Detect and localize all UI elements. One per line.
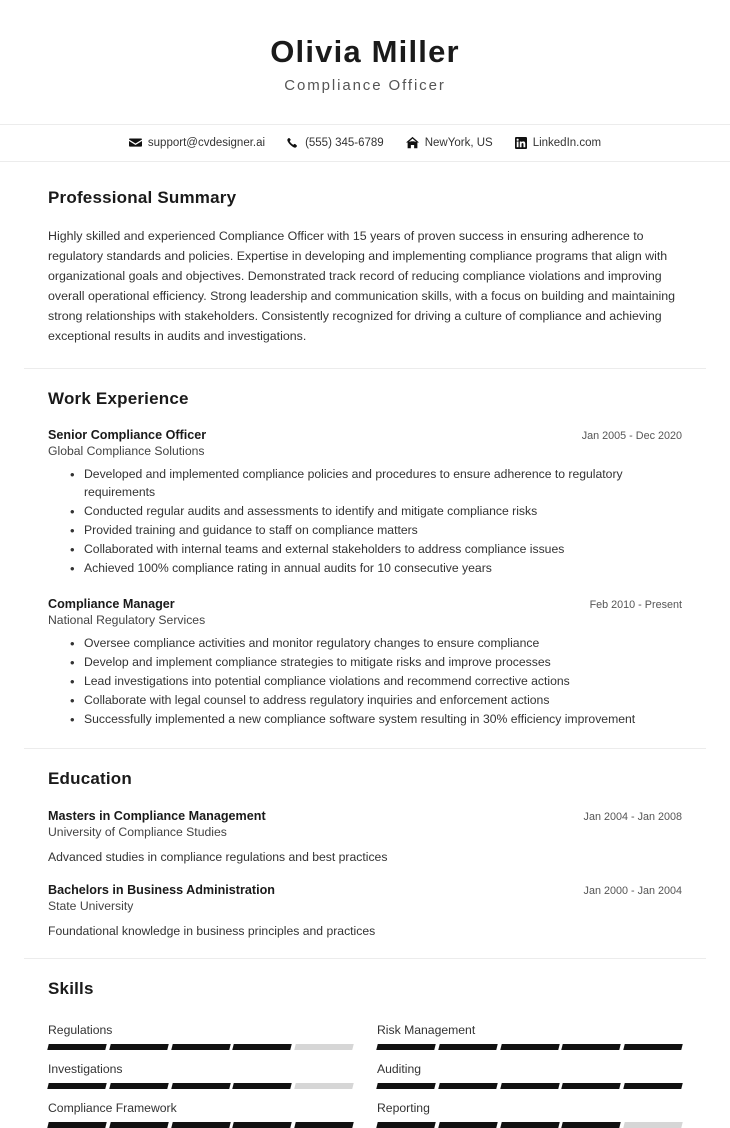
job-date: Jan 2005 - Dec 2020 xyxy=(581,430,682,443)
contact-bar xyxy=(0,124,730,162)
skills-title: Skills xyxy=(48,979,94,999)
skill-item xyxy=(48,1089,353,1128)
contact-linkedin[interactable] xyxy=(515,137,601,149)
skill-rating-segment xyxy=(233,1083,292,1089)
contact-email-text: support@cvdesigner.ai xyxy=(147,136,266,149)
skill-label: Auditing xyxy=(377,1062,422,1077)
section-skills xyxy=(0,959,730,1128)
skill-rating-segment xyxy=(623,1044,682,1050)
school-name: State University xyxy=(48,898,134,913)
job-title: Compliance Manager xyxy=(48,596,175,611)
skill-rating-segment xyxy=(623,1083,682,1089)
job-organization: Global Compliance Solutions xyxy=(48,444,205,459)
list-item: • Collaborated with internal teams and external stakeholders to address compliance issues xyxy=(70,541,682,559)
skill-item xyxy=(48,1011,353,1050)
list-item: • Achieved 100% compliance rating in annual audits for 10 consecutive years xyxy=(70,560,682,578)
skill-rating-bar xyxy=(377,1044,682,1050)
skill-item xyxy=(377,1011,682,1050)
job-organization: National Regulatory Services xyxy=(48,612,206,627)
skill-rating-segment xyxy=(623,1122,682,1128)
degree-description: Foundational knowledge in business principles and practices xyxy=(48,923,376,938)
list-item: • Collaborate with legal counsel to address regulatory inquiries and enforcement actions xyxy=(70,692,682,710)
skill-rating-segment xyxy=(438,1122,497,1128)
skill-label: Investigations xyxy=(48,1062,123,1077)
job-title: Senior Compliance Officer xyxy=(48,428,207,443)
skills-grid xyxy=(48,1011,682,1128)
skill-label: Reporting xyxy=(377,1101,430,1116)
skill-rating-segment xyxy=(109,1083,168,1089)
entry-head xyxy=(48,428,682,442)
skill-rating-segment xyxy=(233,1044,292,1050)
job-bullets xyxy=(48,466,682,578)
degree-description: Advanced studies in compliance regulations and best practices xyxy=(48,849,388,864)
section-experience xyxy=(0,369,730,747)
experience-entry xyxy=(48,597,682,729)
skill-rating-segment xyxy=(376,1044,435,1050)
skill-rating-segment xyxy=(171,1044,230,1050)
skill-item xyxy=(377,1050,682,1089)
skill-label: Regulations xyxy=(48,1023,113,1038)
summary-text: Highly skilled and experienced Compliance Officer with 15 years of proven success in ensuring adherence to regulatory standards and policies. Expertise in developing and implementing compliance programs that align with organizational goals and objectives. Demonstrated track record of reducing compliance violations and improving overall operational efficiency. Strong leadership and communication skills, with a focus on building and maintaining strong relationships with stakeholders. Consistently recognized for driving a culture of compliance and achieving exceptional results in audits and investigations. xyxy=(48,228,676,344)
contact-location-text: NewYork, US xyxy=(424,136,493,149)
contact-phone-text: (555) 345-6789 xyxy=(305,136,384,149)
skill-rating-segment xyxy=(562,1083,621,1089)
candidate-role: Compliance Officer xyxy=(284,76,446,94)
skill-rating-segment xyxy=(438,1083,497,1089)
linkedin-icon xyxy=(515,137,527,149)
skill-rating-segment xyxy=(294,1044,353,1050)
experience-title: Work Experience xyxy=(48,389,189,409)
skill-rating-segment xyxy=(47,1122,106,1128)
section-education xyxy=(0,749,730,959)
education-entry xyxy=(48,809,682,866)
education-entry xyxy=(48,883,682,940)
skill-rating-segment xyxy=(562,1044,621,1050)
candidate-name: Olivia Miller xyxy=(270,34,460,69)
job-date: Feb 2010 - Present xyxy=(589,598,682,611)
resume-header xyxy=(0,0,730,110)
skill-item xyxy=(48,1050,353,1089)
list-item: • Successfully implemented a new compliance software system resulting in 30% efficiency improvement xyxy=(70,711,682,729)
contact-linkedin-text: LinkedIn.com xyxy=(532,136,602,149)
list-item: • Provided training and guidance to staff on compliance matters xyxy=(70,522,682,540)
skill-rating-segment xyxy=(562,1122,621,1128)
skill-rating-bar xyxy=(48,1122,353,1128)
experience-entry xyxy=(48,428,682,578)
skill-label: Risk Management xyxy=(377,1023,476,1038)
skill-rating-segment xyxy=(171,1083,230,1089)
skill-rating-segment xyxy=(376,1122,435,1128)
skill-rating-segment xyxy=(47,1044,106,1050)
skill-rating-segment xyxy=(294,1083,353,1089)
education-title: Education xyxy=(48,768,132,788)
list-item: • Conducted regular audits and assessments to identify and mitigate compliance risks xyxy=(70,503,682,521)
phone-icon xyxy=(287,136,299,149)
skill-rating-bar xyxy=(48,1044,353,1050)
skill-rating-segment xyxy=(171,1122,230,1128)
skill-rating-segment xyxy=(500,1122,559,1128)
entry-head xyxy=(48,883,682,897)
skill-rating-segment xyxy=(233,1122,292,1128)
skill-item xyxy=(377,1089,682,1128)
skill-rating-bar xyxy=(377,1122,682,1128)
skill-rating-segment xyxy=(294,1122,353,1128)
list-item: • Lead investigations into potential compliance violations and recommend corrective actions xyxy=(70,673,682,691)
list-item: • Oversee compliance activities and monitor regulatory changes to ensure compliance xyxy=(70,635,682,653)
skill-rating-segment xyxy=(109,1122,168,1128)
skill-rating-bar xyxy=(48,1083,353,1089)
entry-head xyxy=(48,809,682,823)
section-summary xyxy=(0,162,730,369)
degree-title: Bachelors in Business Administration xyxy=(48,882,275,897)
skill-rating-segment xyxy=(47,1083,106,1089)
degree-title: Masters in Compliance Management xyxy=(48,808,266,823)
school-name: University of Compliance Studies xyxy=(48,824,227,839)
job-bullets xyxy=(48,635,682,729)
list-item: • Develop and implement compliance strategies to mitigate risks and improve processes xyxy=(70,654,682,672)
entry-head xyxy=(48,597,682,611)
contact-location[interactable] xyxy=(406,136,493,149)
skill-label: Compliance Framework xyxy=(48,1101,177,1116)
skill-rating-segment xyxy=(109,1044,168,1050)
skill-rating-segment xyxy=(376,1083,435,1089)
list-item: • Developed and implemented compliance policies and procedures to ensure adherence to regulatory requirements xyxy=(70,466,682,502)
contact-email[interactable] xyxy=(129,136,265,149)
summary-title: Professional Summary xyxy=(48,187,237,207)
skill-rating-segment xyxy=(500,1044,559,1050)
email-icon xyxy=(129,136,142,149)
skill-rating-segment xyxy=(500,1083,559,1089)
skill-rating-segment xyxy=(438,1044,497,1050)
contact-phone[interactable] xyxy=(287,136,384,149)
home-icon xyxy=(406,136,419,149)
degree-date: Jan 2004 - Jan 2008 xyxy=(583,810,682,823)
skill-rating-bar xyxy=(377,1083,682,1089)
degree-date: Jan 2000 - Jan 2004 xyxy=(583,884,682,897)
